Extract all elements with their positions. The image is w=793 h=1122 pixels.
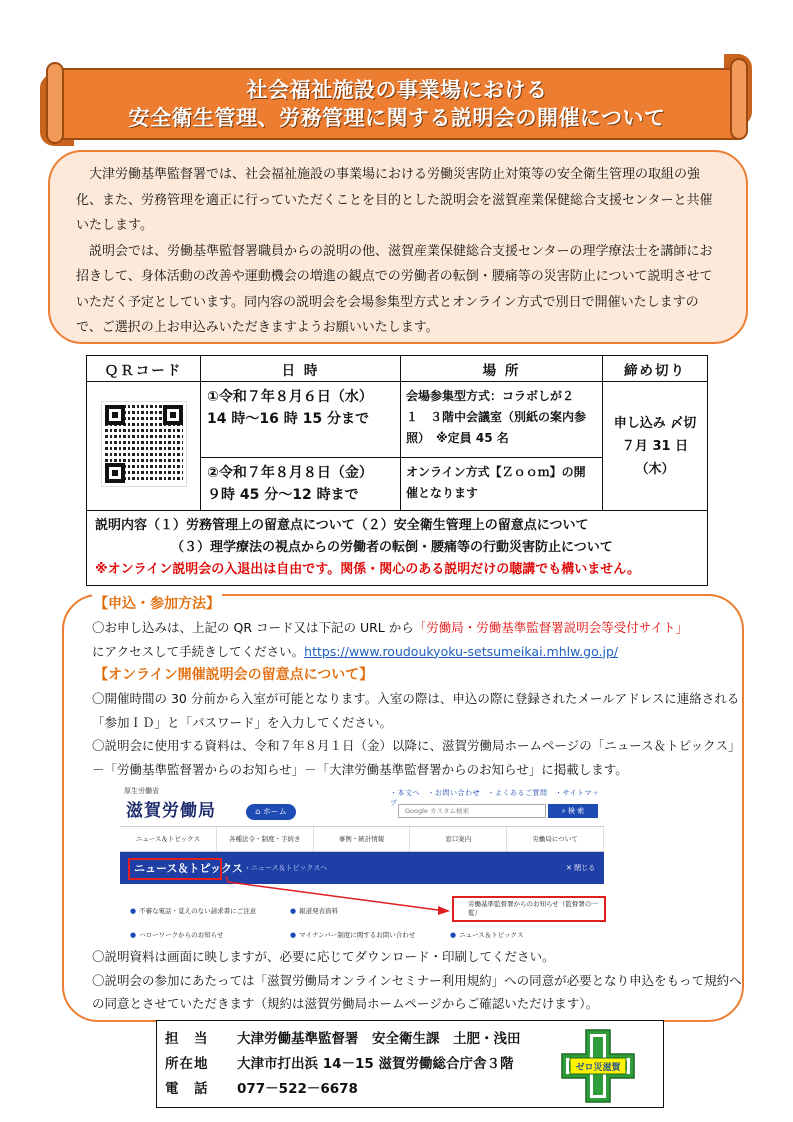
online-notes-heading: 【オンライン開催説明会の留意点について】 <box>92 664 375 687</box>
intro-paragraph-2: 説明会では、労働基準監督署職員からの説明の他、滋賀産業保健総合支援センターの理学療法士を講師にお招きして、身体活動の改善や運動機会の増進の観点での労働者の転倒・腰痛等の災害防止について説明させていただく予定としています。同内容の説明会を会場参集型方式とオンライン方式で別日で開催いたしますので、ご選択の上お申込みいただきますようお願いいたします。 <box>76 243 713 335</box>
header-deadline: 締め切り <box>603 356 708 382</box>
topics-line-2: （３）理学療法の視点からの労働者の転倒・腰痛等の行動災害防止について <box>171 540 613 555</box>
table-header-row <box>87 356 708 382</box>
nav-item[interactable]: 各種法令・制度・手続き <box>217 827 314 851</box>
apply-line-1 <box>92 616 742 640</box>
table-row <box>87 382 708 458</box>
title-banner <box>40 54 752 150</box>
search-label: 検 索 <box>567 807 585 815</box>
contact-key: 担 当 <box>165 1031 209 1047</box>
contact-value: 大津労働基準監督署 安全衛生課 土肥・浅田 <box>237 1031 521 1047</box>
date-2: ②令和７年８月８日（金） <box>207 465 373 481</box>
labour-office-notice-link[interactable]: 労働基準監督署からのお知らせ（監督署の一覧） <box>452 896 606 922</box>
header-place: 場 所 <box>401 356 603 382</box>
site-menu-item[interactable]: ● ハローワークからのお知らせ <box>130 930 223 939</box>
qr-code-cell[interactable] <box>87 382 201 511</box>
news-topics-highlight[interactable]: ニュース＆トピックス <box>128 858 222 880</box>
badge-text: ゼロ災滋賀 <box>575 1063 621 1073</box>
online-note-1: 〇開催時間の 30 分前から入室が可能となります。入室の際は、申込の際に登録されたメールアドレスに連絡される「参加ＩＤ」と「パスワード」を入力してください。 <box>92 691 740 730</box>
apply-heading: 【申込・参加方法】 <box>92 593 222 616</box>
online-note: ※オンライン説明会の入退出は自由です。関係・関心のある説明だけの聴講でも構いません。 <box>95 562 640 577</box>
site-menu-item[interactable]: ● ニュース＆トピックス <box>450 930 523 939</box>
header-qr: ＱＲコード <box>87 356 201 382</box>
date-cell-1 <box>201 382 401 458</box>
intro-box <box>48 150 748 344</box>
nav-item[interactable]: 労働局について <box>507 827 604 851</box>
reception-site-link[interactable]: https://www.roudoukyoku-setsumeikai.mhlw.go.jp/ <box>304 643 619 659</box>
header-datetime: 日 時 <box>201 356 401 382</box>
site-utility-links[interactable]: ・本文へ ・お問い合わせ ・よくあるご質問 ・サイトマップ <box>390 789 600 807</box>
apply-text-2: にアクセスして手続きしてください。 <box>92 643 305 659</box>
topics-row <box>87 511 708 586</box>
qr-finder <box>105 405 125 425</box>
topics-cell <box>87 511 708 586</box>
place-cell-1: 会場参集型方式：コラボしが２ １ ３階中会議室（別紙の案内参照） ※定員 45 名 <box>401 382 603 458</box>
home-button[interactable]: ⌂ ホーム <box>246 804 296 820</box>
date-1: ①令和７年８月６日（水） <box>207 389 373 405</box>
contact-key: 電 話 <box>165 1081 209 1097</box>
deadline-label: 申し込み 〆切 <box>613 415 697 431</box>
online-note-3: 〇説明資料は画面に映しますが、必要に応じてダウンロード・印刷してください。 <box>92 949 555 964</box>
scroll-roll-left <box>46 62 64 144</box>
qr-finder <box>105 463 125 483</box>
close-link[interactable]: ✕ 閉じる <box>566 864 596 872</box>
online-note-2: 〇説明会に使用する資料は、令和７年８月１日（金）以降に、滋賀労働局ホームページの「ニュース＆トピックス」－「労働基準監督署からのお知らせ」－「大津労働基準監督署からのお知らせ」に掲載します。 <box>92 738 741 777</box>
contact-key: 所在地 <box>165 1056 209 1072</box>
apply-line-2 <box>92 640 742 664</box>
time-2: ９時 45 分～12 時まで <box>207 487 359 503</box>
date-cell-2 <box>201 458 401 511</box>
online-note-4: 〇説明会の参加にあたっては「滋賀労働局オンラインセミナー利用規約」への同意が必要となり申込をもって規約への同意とさせていただきます（規約は滋賀労働局ホームページからご確認いただけます）。 <box>92 972 742 1011</box>
intro-paragraph-1: 大津労働基準監督署では、社会福祉施設の事業場における労働災害防止対策等の安全衛生管理の取組の強化、また、労務管理を適正に行っていただくことを目的とした説明会を滋賀産業保健総合支援センターと共催いたします。 <box>76 167 713 233</box>
search-icon: ⌕ <box>561 807 566 815</box>
deadline-date: ７月 31 日 <box>621 438 689 454</box>
reception-site-name: 「労働局・労働基準監督署説明会等受付サイト」 <box>413 620 688 635</box>
zero-accident-badge-icon <box>560 1028 636 1104</box>
qr-code-icon[interactable] <box>102 402 186 486</box>
page-title-line2: 安全衛生管理、労務管理に関する説明会の開催について <box>128 106 666 130</box>
arrow-icon <box>120 782 604 942</box>
site-menu-item[interactable]: ● 不審な電話・覚えのない請求書にご注意 <box>130 906 256 915</box>
news-topics-link[interactable]: › ニュース＆トピックスへ <box>246 864 328 872</box>
nav-item[interactable]: ニュース＆トピックス <box>120 827 217 851</box>
site-title: 滋賀労働局 <box>126 801 216 821</box>
apply-text: 〇お申し込みは、上記の QR コード又は下記の URL から <box>92 620 414 635</box>
close-label: 閉じる <box>574 864 596 872</box>
schedule-table <box>86 355 708 586</box>
deadline-cell <box>603 382 708 511</box>
ministry-logo: 厚生労働省 <box>124 787 159 795</box>
site-menu-item[interactable]: ● マイナンバー制度に関するお問い合わせ <box>290 930 415 939</box>
page-title-line1: 社会福祉施設の事業場における <box>246 78 548 102</box>
qr-finder <box>163 405 183 425</box>
site-menu-item[interactable]: ● 報道発表資料 <box>290 906 338 915</box>
nav-item[interactable]: 窓口案内 <box>410 827 507 851</box>
contact-value: 大津市打出浜 14－15 滋賀労働総合庁舎３階 <box>237 1056 514 1072</box>
topics-line-1: 説明内容（１）労務管理上の留意点について（２）安全衛生管理上の留意点について <box>95 518 589 533</box>
title-box <box>50 68 744 140</box>
news-topics-link-label: ニュース＆トピックスへ <box>251 864 328 872</box>
nav-item[interactable]: 事例・統計情報 <box>314 827 411 851</box>
site-search-input[interactable]: Google カスタム検索 <box>398 804 546 818</box>
home-label: ホーム <box>262 807 287 816</box>
time-1: 14 時～16 時 15 分まで <box>207 411 369 427</box>
place-cell-2: オンライン方式【Ｚｏｏｍ】の開催となります <box>401 458 603 511</box>
deadline-weekday: （木） <box>635 461 675 477</box>
website-screenshot <box>120 782 604 942</box>
contact-value: 077－522－6678 <box>237 1081 358 1097</box>
scroll-roll-right <box>730 58 748 140</box>
